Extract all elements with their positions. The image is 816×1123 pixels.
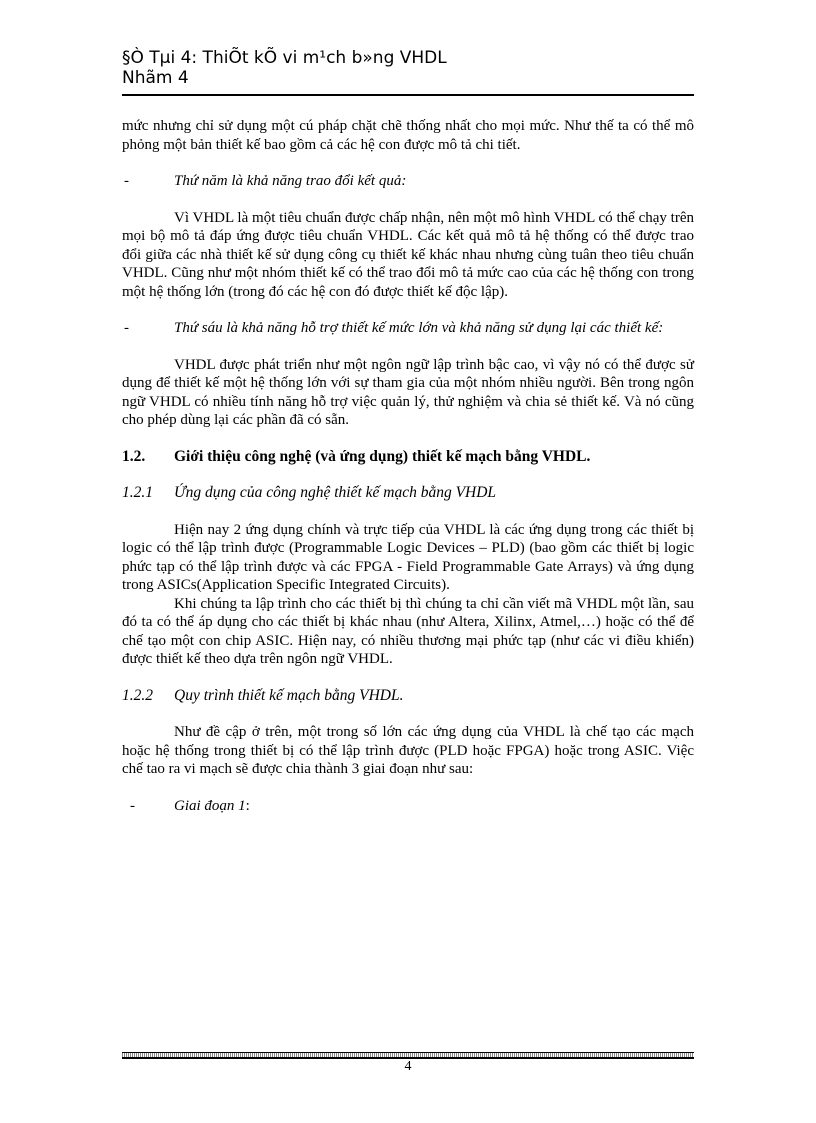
header-rule xyxy=(122,94,694,96)
stage-colon: : xyxy=(245,797,250,814)
footer-rule xyxy=(122,1052,694,1059)
bullet-item xyxy=(122,797,694,816)
section-heading xyxy=(122,448,694,467)
bullet-text: Thứ năm là khả năng trao đổi kết quả: xyxy=(174,173,407,189)
paragraph: mức nhưng chỉ sử dụng một cú pháp chặt chẽ thống nhất cho mọi mức. Như thế ta có thể mô phỏng một bản thiết kế bao gồm cả các hệ con được mô tả chi tiết. xyxy=(122,118,694,153)
stage-label: Giai đoạn 1 xyxy=(174,797,246,814)
paragraph: VHDL được phát triển như một ngôn ngữ lập trình bậc cao, vì vậy nó có thể được sử dụng để thiết kế một hệ thống lớn với sự tham gia của một nhóm nhiều người. Bên trong ngôn ngữ VHDL có nhiều tính năng hỗ trợ việc quản lý, thử nghiệm và chia sẻ thiết kế. Và nó cũng cho phép dùng lại các phần đã có sẵn. xyxy=(122,356,694,428)
subsection-number: 1.2.2 xyxy=(122,686,153,704)
paragraph: Khi chúng ta lập trình cho các thiết bị thì chúng ta chỉ cần viết mã VHDL một lần, sau đó ta có thể áp dụng cho các thiết bị khác nhau (như Altera, Xilinx, Atmel,…) hoặc có thể để chế tạo một con chip ASIC. Hiện nay, có nhiều thương mại phức tạp (như các vi điều khiển) được thiết kế theo dựa trên ngôn ngữ VHDL. xyxy=(122,595,694,667)
section-title: Giới thiệu công nghệ (và ứng dụng) thiết kế mạch bằng VHDL. xyxy=(174,447,591,465)
section-number: 1.2. xyxy=(122,447,146,465)
paragraph: Vì VHDL là một tiêu chuẩn được chấp nhận, nên một mô hình VHDL có thể chạy trên mọi bộ mô tả đáp ứng được tiêu chuẩn VHDL. Các kết quả mô tả hệ thống có thể được trao đổi giữa các nhà thiết kế sử dụng công cụ thiết kế khác nhau nhưng cùng tuân theo tiêu chuẩn VHDL. Cũng như một nhóm thiết kế có thể trao đổi mô tả mức cao của các hệ thống con trong một hệ thống lớn (trong đó các hệ con đó được thiết kế độc lập). xyxy=(122,209,694,300)
paragraph: Hiện nay 2 ứng dụng chính và trực tiếp của VHDL là các ứng dụng trong các thiết bị logic có thể lập trình được (Programmable Logic Devices – PLD) (bao gồm các thiết bị logic phức tạp có thể lập trình được và các FPGA - Field Programmable Gate Arrays) và ứng dụng trong ASICs(Application Specific Integrated Circuits). xyxy=(122,521,694,593)
bullet-text: Thứ sáu là khả năng hỗ trợ thiết kế mức lớn và khả năng sử dụng lại các thiết kế: xyxy=(174,320,664,336)
bullet-item xyxy=(122,319,694,338)
paragraph: Như đề cập ở trên, một trong số lớn các ứng dụng của VHDL là chế tạo các mạch hoặc hệ thống trong thiết bị có thể lập trình được (PLD hoặc FPGA) hoặc trong ASIC. Việc chế tao ra vi mạch sẽ được chia thành 3 giai đoạn như sau: xyxy=(122,724,694,777)
bullet-item xyxy=(122,172,694,191)
subsection-title: Ứng dụng của công nghệ thiết kế mạch bằng VHDL xyxy=(174,484,497,501)
bullet-dash: - xyxy=(124,320,129,336)
bullet-dash: - xyxy=(130,797,135,814)
header-title: §Ò Tµi 4: ThiÕt kÕ vi m¹ch b»ng VHDL xyxy=(122,48,447,68)
bullet-text xyxy=(174,797,694,816)
subsection-number: 1.2.1 xyxy=(122,484,153,501)
header-group: Nhãm 4 xyxy=(122,68,189,88)
bullet-dash: - xyxy=(124,173,129,189)
subsection-heading xyxy=(122,484,694,503)
subsection-title: Quy trình thiết kế mạch bằng VHDL. xyxy=(174,686,404,704)
page-header xyxy=(122,48,694,88)
page-body xyxy=(122,117,694,815)
page-number: 4 xyxy=(404,1059,412,1074)
subsection-heading xyxy=(122,687,694,706)
